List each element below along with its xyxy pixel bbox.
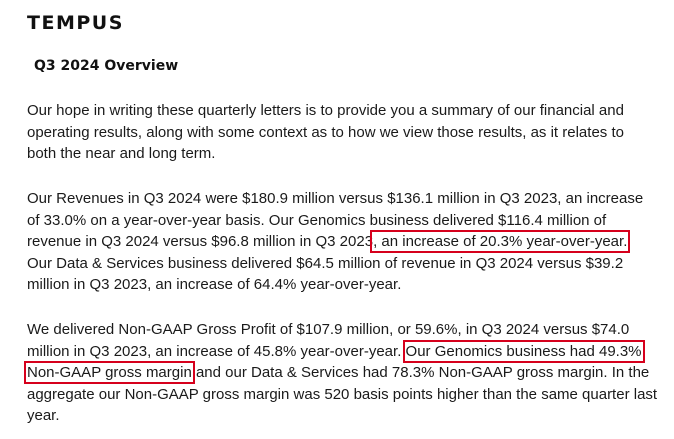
intro-line-2: operating results, along with some context as to how we view those results, as it relates to: [27, 123, 624, 141]
gross-profit-line-4: aggregate our Non-GAAP gross margin was 520 basis points higher than the same quarter last: [27, 385, 658, 403]
revenue-line-5: million in Q3 2023, an increase of 64.4% year-over-year.: [27, 276, 402, 293]
revenue-line-3-text: revenue in Q3 2024 versus $96.8 million in Q3 2023: [27, 233, 374, 250]
tempus-logo: TEMPUS: [27, 12, 124, 34]
gross-profit-line-2-text: million in Q3 2023, an increase of 45.8% year-over-year.: [27, 342, 402, 360]
gross-profit-line-1: We delivered Non-GAAP Gross Profit of $107.9 million, or 59.6%, in Q3 2024 versus $74.0: [27, 321, 630, 338]
gross-profit-line-5: year.: [27, 407, 60, 424]
revenue-paragraph: [27, 188, 667, 296]
revenue-line-3: [27, 231, 667, 253]
gross-profit-paragraph: [27, 319, 667, 427]
page-title: Q3 2024 Overview: [34, 58, 179, 74]
gross-profit-line-3: [27, 362, 667, 384]
intro-line-1: Our hope in writing these quarterly letters is to provide you a summary of our financial and: [27, 102, 624, 119]
revenue-line-1: Our Revenues in Q3 2024 were $180.9 million versus $136.1 million in Q3 2023, an increase: [27, 190, 644, 207]
gross-margin-highlight: Non-GAAP gross margin: [27, 364, 192, 381]
gross-profit-line-2: [27, 341, 667, 363]
revenue-line-4: Our Data & Services business delivered $64.5 million of revenue in Q3 2024 versus $39.2: [27, 254, 624, 272]
genomics-growth-highlight: , an increase of 20.3% year-over-year.: [373, 233, 628, 250]
intro-line-3: both the near and long term.: [27, 145, 216, 162]
intro-paragraph: [27, 100, 667, 165]
gross-profit-line-3-text: and our Data & Services had 78.3% Non-GAAP gross margin. In the: [191, 364, 650, 381]
revenue-line-2: of 33.0% on a year-over-year basis. Our Genomics business delivered $116.4 million of: [27, 211, 607, 229]
genomics-margin-highlight: Our Genomics business had 49.3%: [405, 342, 642, 360]
